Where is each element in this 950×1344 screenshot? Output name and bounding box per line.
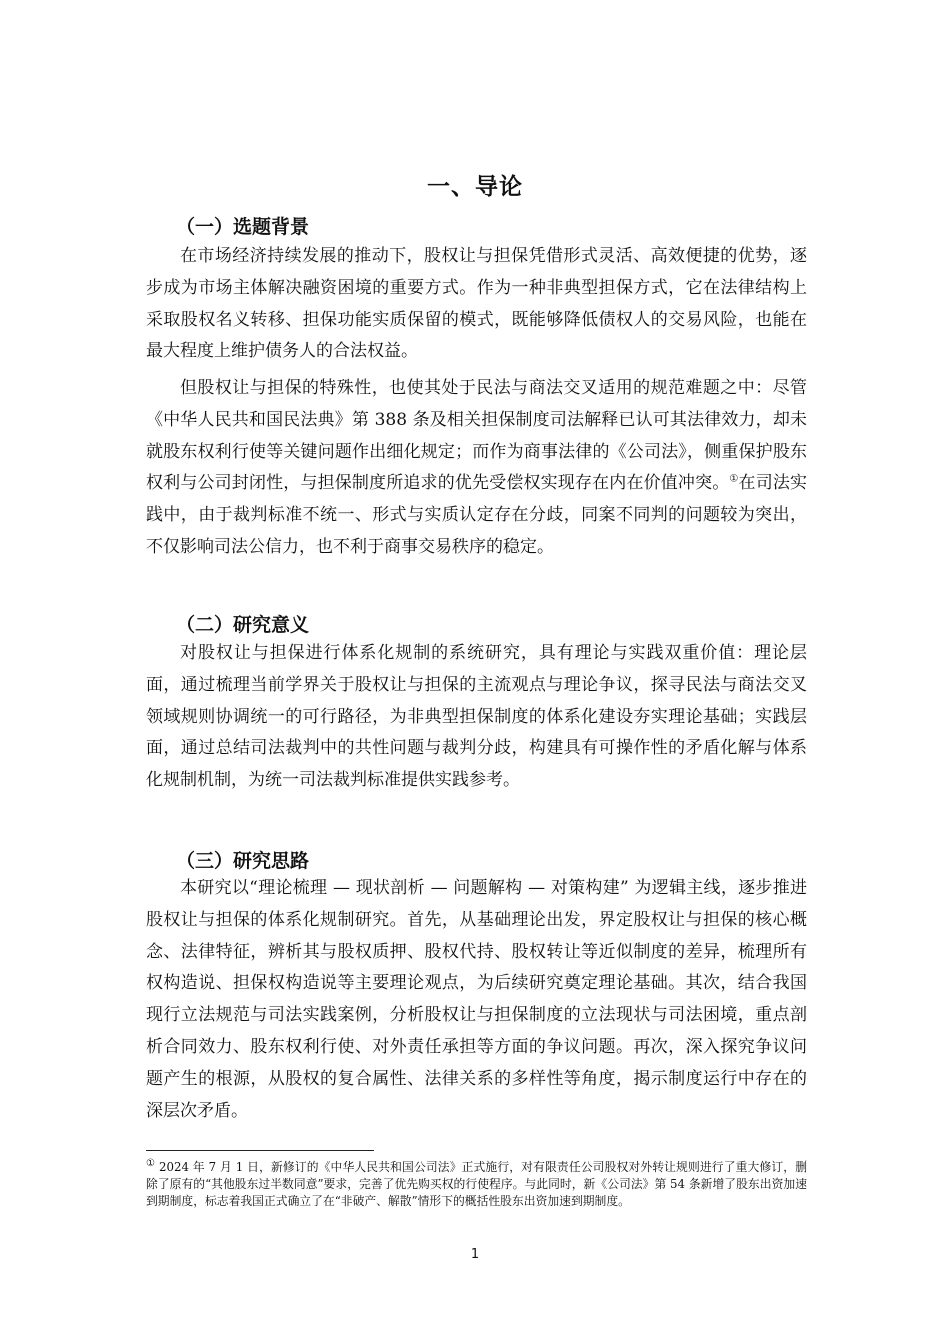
paragraph-approach: 本研究以“理论梳理 — 现状剖析 — 问题解构 — 对策构建” 为逻辑主线，逐步推进股权让与担保的体系化规制研究。首先，从基础理论出发，界定股权让与担保的核心概念、法律特征，辨析其与股权质押、股权代持、股权转让等近似制度的差异，梳理所有权构造说、担保权构造说等主要理论观点，为后续研究奠定理论基础。其次，结合我国现行立法规范与司法实践案例，分析股权让与担保制度的立法现状与司法困境，重点剖析合同效力、股东权利行使、对外责任承担等方面的争议问题。再次，深入探究争议问题产生的根源，从股权的复合属性、法律关系的多样性等角度，揭示制度运行中存在的深层次矛盾。: [146, 878, 807, 1121]
footnote-mark: ①: [146, 1158, 156, 1170]
page-number: 1: [470, 1247, 480, 1262]
paragraph-text: 但股权让与担保的特殊性，也使其处于民法与商法交叉适用的规范难题之中：尽管《中华人民共和国民法典》第 388 条及相关担保制度司法解释已认可其法律效力，却未就股东权利行使等关键问题作出细化规定；而作为商事法律的《公司法》，侧重保护股东权利与公司封闭性，与担保制度所追求的优先受偿权实现存在内在价值冲突。: [146, 378, 807, 494]
footnote: [146, 1159, 807, 1209]
footnote-text: 2024 年 7 月 1 日，新修订的《中华人民共和国公司法》正式施行，对有限责任公司股权对外转让规则进行了重大修订，删除了原有的“其他股东过半数同意”要求，完善了优先购买权的行使程序。与此同时，新《公司法》第 54 条新增了股东出资加速到期制度，标志着我国正式确立了在“非破产、解散”情形下的概括性股东出资加速到期制度。: [146, 1160, 807, 1208]
paragraph-background-2: [146, 373, 807, 564]
paragraph-background-1: 在市场经济持续发展的推动下，股权让与担保凭借形式灵活、高效便捷的优势，逐步成为市场主体解决融资困境的重要方式。作为一种非典型担保方式，它在法律结构上采取股权名义转移、担保功能实质保留的模式，既能够降低债权人的交易风险，也能在最大程度上维护债务人的合法权益。: [146, 246, 807, 362]
paragraph-text: 在司法实践中，由于裁判标准不统一、形式与实质认定存在分歧，同案不同判的问题较为突出，不仅影响司法公信力，也不利于商事交易秩序的稳定。: [146, 473, 808, 557]
paragraph-significance: 对股权让与担保进行体系化规制的系统研究，具有理论与实践双重价值：理论层面，通过梳理当前学界关于股权让与担保的主流观点与理论争议，探寻民法与商法交叉领域规则协调统一的可行路径，为非典型担保制度的体系化建设夯实理论基础；实践层面，通过总结司法裁判中的共性问题与裁判分歧，构建具有可操作性的矛盾化解与体系化规制机制，为统一司法裁判标准提供实践参考。: [146, 643, 807, 791]
chapter-title: 一、导论: [427, 174, 523, 200]
section-heading-approach: （三）研究思路: [176, 850, 310, 872]
section-heading-significance: （二）研究意义: [176, 614, 310, 636]
section-heading-background: （一）选题背景: [176, 216, 310, 238]
footnote-reference[interactable]: ①: [729, 473, 739, 485]
footnote-divider: [146, 1150, 374, 1151]
